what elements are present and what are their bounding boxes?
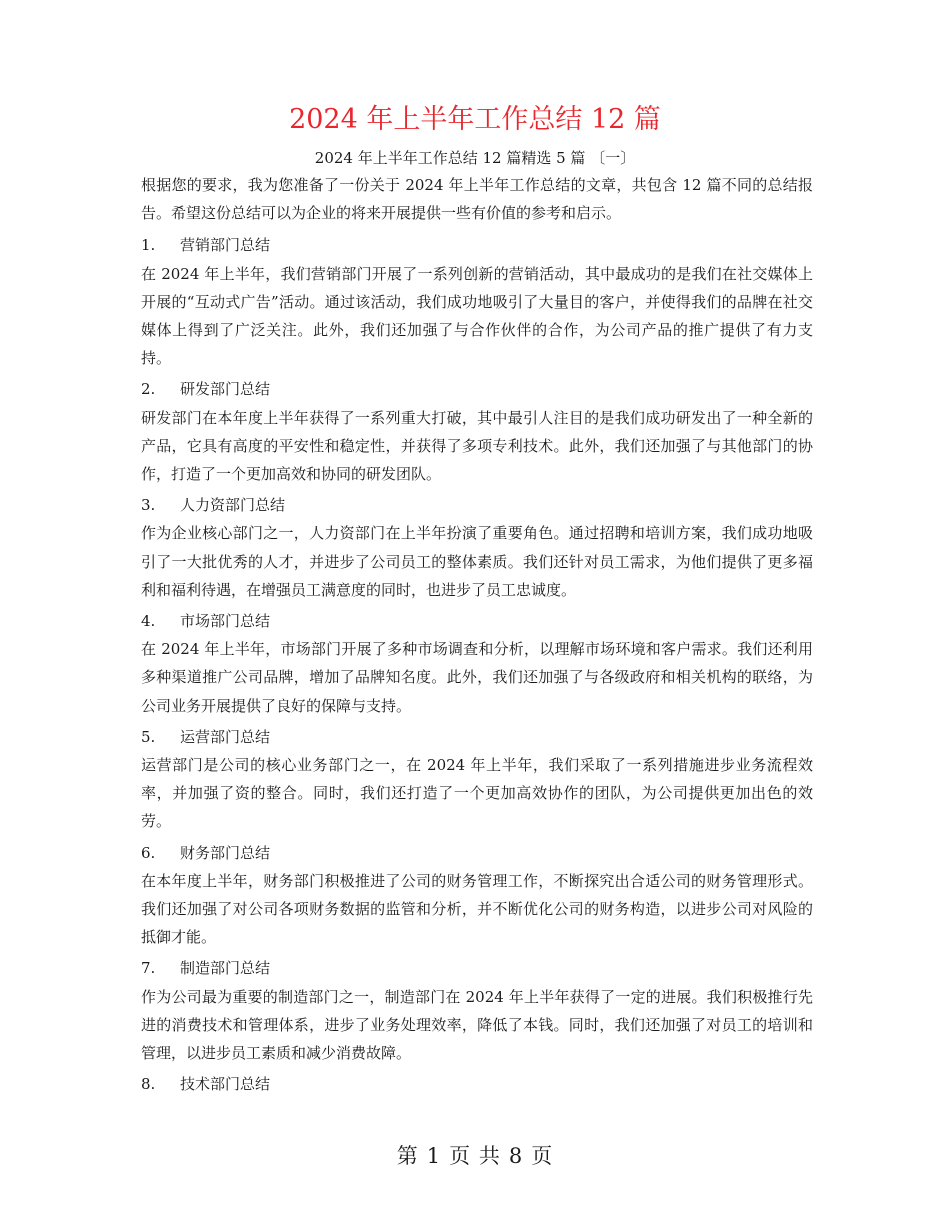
section-number: 2.	[141, 380, 156, 399]
section-number: 1.	[141, 236, 156, 255]
section-body: 在本年度上半年，财务部门积极推进了公司的财务管理工作，不断探究出合适公司的财务管理形式。我们还加强了对公司各项财务数据的监管和分析，并不断优化公司的财务构造，以进步公司对风险的抵御才能。	[141, 871, 813, 947]
page-label-suffix: 页	[531, 1144, 554, 1168]
section-market	[141, 607, 813, 720]
section-title: 人力资部门总结	[180, 496, 286, 515]
section-title: 制造部门总结	[180, 959, 271, 978]
section-heading	[141, 839, 813, 867]
section-body: 作为公司最为重要的制造部门之一，制造部门在 2024 年上半年获得了一定的进展。我们积极推行先进的消费技术和管理体系，进步了业务处理效率，降低了本钱。同时，我们还加强了对员工的培训和管理，以进步员工素质和减少消费故障。	[141, 987, 813, 1063]
section-body: 运营部门是公司的核心业务部门之一，在 2024 年上半年，我们采取了一系列措施进步业务流程效率，并加强了资的整合。同时，我们还打造了一个更加高效协作的团队，为公司提供更加出色的效劳。	[141, 756, 813, 831]
section-number: 6.	[141, 843, 156, 862]
section-number: 7.	[141, 959, 156, 978]
section-body: 在 2024 年上半年，我们营销部门开展了一系列创新的营销活动，其中最成功的是我们在社交媒体上开展的“互动式广告”活动。通过该活动，我们成功地吸引了大量目的客户，并使得我们的品牌在社交媒体上得到了广泛关注。此外，我们还加强了与合作伙伴的合作，为公司产品的推广提供了有力支持。	[141, 264, 813, 368]
section-marketing	[141, 231, 813, 372]
section-title: 市场部门总结	[180, 612, 271, 631]
section-body: 研发部门在本年度上半年获得了一系列重大打破，其中最引人注目的是我们成功研发出了一种全新的产品，它具有高度的平安性和稳定性，并获得了多项专利技术。此外，我们还加强了与其他部门的协作，打造了一个更加高效和协同的研发团队。	[141, 408, 813, 484]
document-body	[141, 171, 813, 1099]
section-number: 3.	[141, 496, 156, 515]
page-label-middle: 页 共	[449, 1144, 501, 1168]
section-title: 财务部门总结	[180, 843, 271, 862]
section-heading	[141, 723, 813, 751]
section-title: 运营部门总结	[180, 727, 271, 746]
page-current: 1	[426, 1144, 442, 1168]
document-title: 2024 年上半年工作总结 12 篇	[289, 104, 661, 135]
intro-paragraph: 根据您的要求，我为您准备了一份关于 2024 年上半年工作总结的文章，共包含 12 篇不同的总结报告。希望这份总结可以为企业的将来开展提供一些有价值的参考和启示。	[141, 176, 813, 223]
document-subtitle: 2024 年上半年工作总结 12 篇精选 5 篇 〔一〕	[314, 149, 636, 167]
section-heading	[141, 954, 813, 982]
section-manufacturing	[141, 954, 813, 1067]
section-heading	[141, 231, 813, 259]
section-operations	[141, 723, 813, 836]
section-title: 技术部门总结	[180, 1075, 271, 1094]
section-title: 营销部门总结	[180, 236, 271, 255]
section-heading	[141, 375, 813, 403]
section-heading	[141, 607, 813, 635]
section-title: 研发部门总结	[180, 380, 271, 399]
section-technology	[141, 1070, 813, 1098]
section-hr	[141, 491, 813, 604]
section-finance	[141, 839, 813, 952]
section-number: 5.	[141, 727, 156, 746]
page-footer	[0, 1141, 950, 1171]
section-number: 4.	[141, 612, 156, 631]
page-total: 8	[508, 1144, 524, 1168]
section-body: 在 2024 年上半年，市场部门开展了多种市场调查和分析，以理解市场环境和客户需求。我们还利用多种渠道推广公司品牌，增加了品牌知名度。此外，我们还加强了与各级政府和相关机构的联络，为公司业务开展提供了良好的保障与支持。	[141, 640, 813, 715]
section-heading	[141, 491, 813, 519]
section-heading	[141, 1070, 813, 1098]
page-label-prefix: 第	[396, 1144, 419, 1168]
section-number: 8.	[141, 1075, 156, 1094]
section-body: 作为企业核心部门之一，人力资部门在上半年扮演了重要角色。通过招聘和培训方案，我们成功地吸引了一大批优秀的人才，并进步了公司员工的整体素质。我们还针对员工需求，为他们提供了更多福利和福利待遇，在增强员工满意度的同时，也进步了员工忠诚度。	[141, 524, 813, 599]
section-rnd	[141, 375, 813, 488]
